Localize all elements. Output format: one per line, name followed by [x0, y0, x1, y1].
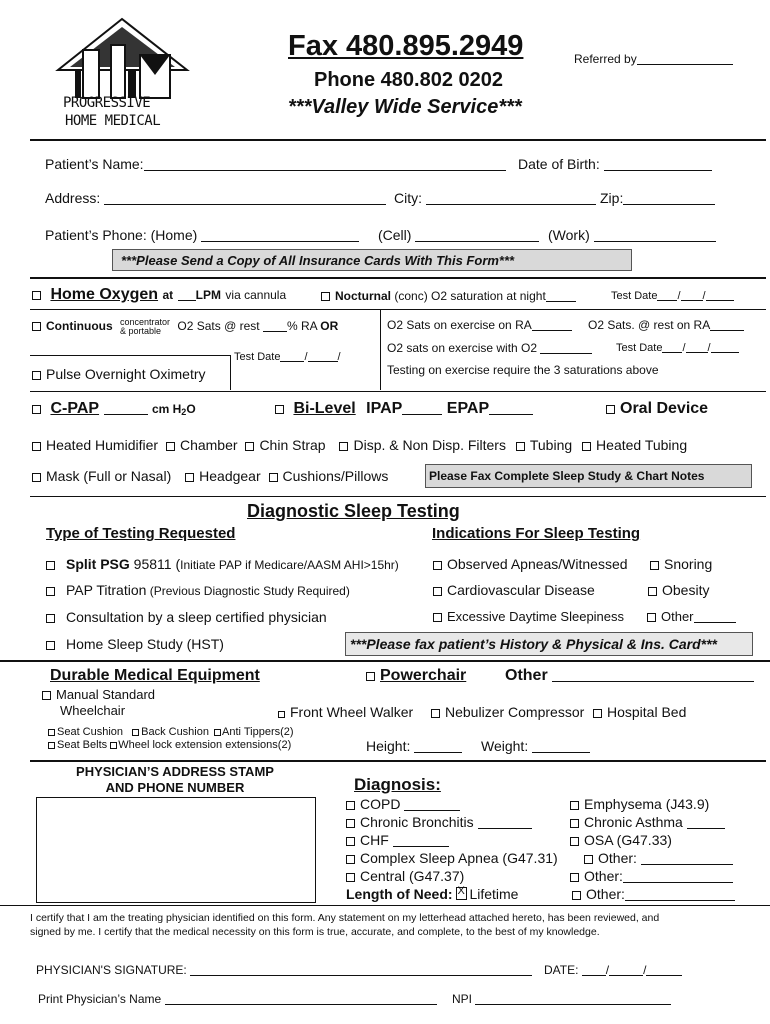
hospital-bed-option[interactable]: Hospital Bed	[593, 704, 686, 720]
snoring-option[interactable]: Snoring	[650, 556, 712, 572]
filters-option[interactable]: Disp. & Non Disp. Filters	[339, 437, 505, 453]
osa-option[interactable]: OSA (G47.33)	[570, 832, 672, 848]
pap-rule-bottom	[30, 496, 766, 497]
sleep-testing-title: Diagnostic Sleep Testing	[247, 501, 460, 521]
insurance-note: ***Please Send a Copy of All Insurance Cards With This Form***	[112, 249, 632, 271]
diagnosis-title: Diagnosis:	[354, 775, 441, 794]
seat-cushion-option[interactable]: Seat Cushion	[48, 726, 123, 738]
oximetry-box-v	[230, 355, 231, 390]
split-psg-option[interactable]: Split PSG 95811 (Initiate PAP if Medicare/AASM AHI>15hr)	[46, 556, 399, 572]
history-fax-note: ***Please fax patient’s History & Physical & Ins. Card***	[345, 632, 753, 656]
work-phone-field[interactable]: (Work)	[548, 227, 716, 243]
oximetry-box-top	[30, 355, 230, 356]
patient-name-field[interactable]: Patient’s Name:	[45, 156, 506, 172]
nocturnal-row[interactable]: Nocturnal (conc) O2 saturation at night	[321, 289, 576, 303]
heated-tubing-option[interactable]: Heated Tubing	[582, 437, 687, 453]
emphysema-option[interactable]: Emphysema (J43.9)	[570, 796, 709, 812]
signature-date-field[interactable]: DATE: / /	[544, 963, 682, 977]
other-diagnosis-3[interactable]: Other:	[572, 886, 735, 902]
cpap-checkbox[interactable]	[32, 405, 41, 414]
obesity-option[interactable]: Obesity	[648, 582, 709, 598]
fax-number: Fax 480.895.2949	[288, 30, 524, 62]
exercise-o2-field[interactable]: O2 sats on exercise with O2	[387, 341, 592, 355]
bronchitis-option[interactable]: Chronic Bronchitis	[346, 814, 532, 830]
weight-field[interactable]: Weight:	[481, 738, 590, 754]
dme-rule-bottom	[30, 760, 766, 762]
zip-field[interactable]: Zip:	[600, 190, 715, 206]
bilevel-checkbox[interactable]	[275, 405, 284, 414]
npi-field[interactable]: NPI	[452, 992, 671, 1006]
headgear-option[interactable]: Headgear	[185, 468, 261, 484]
logo	[55, 15, 190, 135]
consultation-option[interactable]: Consultation by a sleep certified physician	[46, 609, 327, 625]
wheelchair-accessories-1	[48, 726, 294, 738]
pulse-test-date[interactable]: Test Date / /	[234, 351, 341, 363]
lifetime-checkbox[interactable]	[456, 887, 467, 900]
home-phone-field[interactable]: Patient’s Phone: (Home)	[45, 227, 359, 243]
service-area: ***Valley Wide Service***	[288, 96, 522, 118]
seat-belts-option[interactable]: Seat Belts	[48, 739, 107, 751]
logo-house-icon	[55, 15, 190, 100]
asthma-option[interactable]: Chronic Asthma	[570, 814, 725, 830]
oxygen-divider-v	[380, 310, 381, 390]
city-field[interactable]: City:	[394, 190, 596, 206]
type-of-testing-heading: Type of Testing Requested	[46, 525, 236, 542]
back-cushion-option[interactable]: Back Cushion	[132, 726, 209, 738]
cushions-option[interactable]: Cushions/Pillows	[269, 468, 389, 484]
address-field[interactable]: Address:	[45, 190, 386, 206]
continuous-row[interactable]: Continuous concentrator & portable O2 Sats @ rest % RA OR	[32, 318, 338, 336]
oxygen-rule-top	[30, 277, 766, 279]
pulse-oximetry-checkbox[interactable]	[32, 371, 41, 380]
bilevel-row[interactable]: Bi-Level IPAP EPAP	[275, 400, 533, 418]
central-option[interactable]: Central (G47.37)	[346, 868, 464, 884]
chf-option[interactable]: CHF	[346, 832, 449, 848]
certification-text: I certify that I am the treating physician identified on this form. Any statement on my letterhead attached hereto, has been reviewed, and signed by me. I certify that the medical necessity on this form is true, accurate, and complete, to the best of my knowledge.	[30, 912, 660, 938]
print-physician-name-field[interactable]: Print Physician’s Name	[38, 992, 437, 1006]
diagnosis-rule-bottom	[0, 905, 770, 906]
supplies-row-1	[32, 437, 687, 453]
chin-strap-option[interactable]: Chin Strap	[245, 437, 325, 453]
sleep-rule-bottom	[0, 660, 770, 662]
height-field[interactable]: Height:	[366, 738, 462, 754]
rest-ra-field[interactable]: O2 Sats. @ rest on RA	[588, 318, 744, 332]
mask-option[interactable]: Mask (Full or Nasal)	[32, 468, 171, 484]
phone-number: Phone 480.802 0202	[314, 69, 504, 91]
supplies-row-2	[32, 468, 388, 484]
dob-field[interactable]: Date of Birth:	[518, 156, 712, 172]
complex-apnea-option[interactable]: Complex Sleep Apnea (G47.31)	[346, 850, 558, 866]
sleep-study-fax-note: Please Fax Complete Sleep Study & Chart Notes	[425, 464, 752, 488]
dme-title: Durable Medical Equipment	[50, 667, 260, 684]
referred-by: Referred by	[574, 52, 733, 66]
exercise-ra-field[interactable]: O2 Sats on exercise on RA	[387, 318, 572, 332]
anti-tippers-option[interactable]: Anti Tippers(2)	[214, 726, 294, 738]
cpap-row[interactable]: C-PAP cm H2O	[32, 400, 196, 418]
pulse-oximetry-row[interactable]: Pulse Overnight Oximetry	[32, 366, 206, 382]
copd-option[interactable]: COPD	[346, 796, 460, 812]
manual-wheelchair-option[interactable]: Manual Standard Wheelchair	[42, 687, 155, 719]
front-walker-option[interactable]: Front Wheel Walker	[278, 704, 413, 720]
wheel-lock-option[interactable]: Wheel lock extension extensions(2)	[110, 739, 291, 751]
oxygen-rule-2	[30, 309, 766, 310]
physician-stamp-label: PHYSICIAN’S ADDRESS STAMP AND PHONE NUMBER	[76, 764, 274, 795]
chamber-option[interactable]: Chamber	[166, 437, 238, 453]
physician-stamp-box[interactable]	[36, 797, 316, 903]
sleepiness-option[interactable]: Excessive Daytime Sleepiness	[433, 609, 624, 624]
nebulizer-option[interactable]: Nebulizer Compressor	[431, 704, 584, 720]
oral-device-checkbox[interactable]	[606, 405, 615, 414]
testing-note: Testing on exercise require the 3 saturations above	[387, 363, 659, 377]
powerchair-option[interactable]: Powerchair	[366, 667, 466, 685]
length-of-need: Length of Need: X Lifetime	[346, 886, 518, 902]
hst-option[interactable]: Home Sleep Study (HST)	[46, 636, 224, 652]
oral-device-row[interactable]: Oral Device	[606, 400, 708, 418]
heated-humidifier-option[interactable]: Heated Humidifier	[32, 437, 158, 453]
oxygen-rule-bottom	[30, 391, 766, 392]
home-oxygen-row[interactable]: Home Oxygen at LPM via cannula	[32, 286, 286, 304]
other-diagnosis-1[interactable]: Other:	[584, 850, 733, 866]
logo-text-2: HOME MEDICAL	[65, 113, 161, 129]
tubing-option[interactable]: Tubing	[516, 437, 572, 453]
continuous-checkbox[interactable]	[32, 322, 41, 331]
other-diagnosis-2[interactable]: Other:	[570, 868, 733, 884]
wheelchair-accessories-2	[48, 739, 291, 751]
nocturnal-test-date[interactable]: Test Date / /	[611, 290, 734, 302]
home-oxygen-checkbox[interactable]	[32, 291, 41, 300]
indications-heading: Indications For Sleep Testing	[432, 525, 641, 542]
other-indication-option[interactable]: Other	[647, 609, 736, 624]
logo-text-1: PROGRESSIVE	[63, 95, 151, 111]
dme-other-field[interactable]: Other	[505, 667, 754, 685]
cardio-option[interactable]: Cardiovascular Disease	[433, 582, 595, 598]
observed-apneas-option[interactable]: Observed Apneas/Witnessed	[433, 556, 628, 572]
cell-phone-field[interactable]: (Cell)	[378, 227, 539, 243]
header-rule	[30, 139, 766, 141]
exercise-test-date[interactable]: Test Date / /	[616, 342, 739, 354]
nocturnal-checkbox[interactable]	[321, 292, 330, 301]
physician-signature-field[interactable]: PHYSICIAN'S SIGNATURE:	[36, 963, 532, 977]
pap-titration-option[interactable]: PAP Titration (Previous Diagnostic Study Required)	[46, 582, 350, 598]
